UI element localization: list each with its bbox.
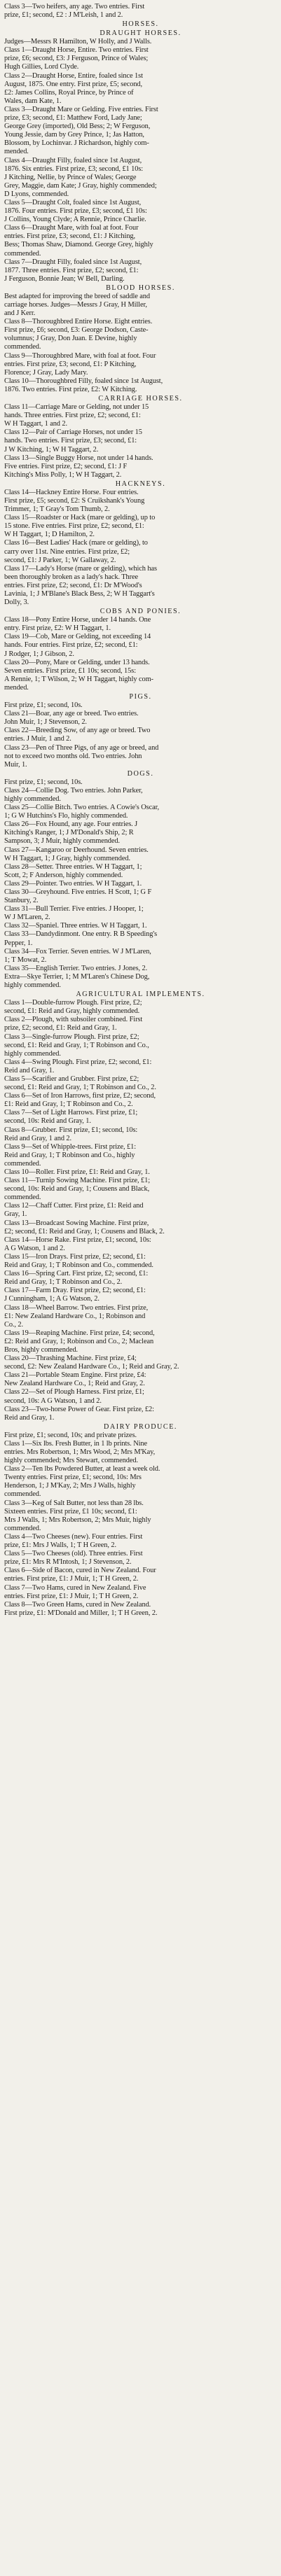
section-heading: CARRIAGE HORSES.	[98, 395, 183, 403]
text-line: second, 10s: A G Watson, 1 and 2.	[4, 1396, 102, 1405]
text-line: commended.	[4, 1159, 41, 1168]
text-line: August, 1875. One entry. First prize, £5; second,	[4, 80, 143, 88]
text-line: Class 13—Single Buggy Horse, not under 14 hands.	[4, 454, 153, 462]
text-line: Class 2—Ten lbs Powdered Butter, at least a week old.	[4, 1465, 160, 1474]
text-line: £1: New Zealand Hardware Co., 1; Robinson and	[4, 1312, 146, 1320]
text-line: Bess; Thomas Shaw, Diamond. George Grey, highly	[4, 241, 153, 249]
text-line: entries. First prize, £2; second, £1: Dr M'Wood's	[4, 581, 142, 589]
text-line: Class 7—Set of Light Harrows. First prize, £1;	[4, 1109, 138, 1117]
text-line: Class 5—Draught Colt, foaled since 1st August,	[4, 198, 142, 206]
text-line: mended.	[4, 148, 29, 156]
text-line: Class 4—Swing Plough. First prize, £2; second, £1:	[4, 1058, 152, 1066]
text-line: Class 3—Keg of Salt Butter, not less than 28 lbs.	[4, 1499, 144, 1507]
text-line: prize, £2; second, £1: Reid and Gray, 1.	[4, 1024, 117, 1032]
text-line: First prize, £1; second, 10s.	[4, 778, 83, 786]
text-line: Class 30—Greyhound. Five entries. H Scott, 1; G F	[4, 888, 152, 896]
text-line: Reid and Gray, 1.	[4, 1066, 55, 1074]
text-line: second, £1: Reid and Gray, 1; T Robinson and Co.,	[4, 1041, 149, 1049]
text-line: Class 21—Portable Steam Engine. First prize, £4:	[4, 1371, 146, 1380]
text-line: £2; second, £1: Reid and Gray, 1; Cousens and Black, 2.	[4, 1227, 165, 1236]
text-line: Class 8—Thoroughbred Entire Horse. Eight entries.	[4, 318, 153, 326]
text-line: Class 22—Breeding Sow, of any age or breed. Two	[4, 727, 151, 735]
text-line: Class 31—Bull Terrier. Five entries. J Hooper, 1;	[4, 905, 144, 913]
text-line: Class 26—Fox Hound, any age. Four entries. J	[4, 820, 138, 829]
text-line: Class 12—Pair of Carriage Horses, not under 15	[4, 428, 142, 437]
text-line: Sampson, 3; J Muir, highly commended.	[4, 837, 121, 846]
section-heading: HACKNEYS.	[115, 479, 166, 488]
text-line: Reid and Gray, 1.	[4, 1413, 55, 1422]
text-line: J Collins, Young Clyde; A Rennie, Prince Charlie.	[4, 216, 146, 224]
text-line: Class 1—Double-furrow Plough. First prize, £2;	[4, 999, 142, 1007]
text-line: Wales, dam Kate, 1.	[4, 97, 62, 105]
text-line: Young Jessie, dam by Grey Prince, 1; Jas Hatton,	[4, 131, 144, 139]
text-line: Class 8—Grubber. First prize, £1; second, 10s:	[4, 1126, 138, 1134]
text-line: Class 28—Setter. Three entries. W H Taggart, 1;	[4, 862, 142, 871]
text-line: £2: James Collins, Royal Prince, by Prince of	[4, 88, 134, 97]
text-line: Reid and Gray, 1; T Robinson and Co., commended.	[4, 1261, 153, 1270]
text-line: highly commended.	[4, 794, 61, 803]
text-line: entries. First prize, £1: J Muir, 1; T H Green, 2.	[4, 1592, 139, 1600]
text-line: Trimmer, 1; T Gray's Tom Thumb, 2.	[4, 505, 110, 514]
text-line: Class 12—Chaff Cutter. First prize, £1: Reid and	[4, 1202, 144, 1210]
text-line: carry over 11st. Nine entries. First prize, £2;	[4, 547, 130, 556]
text-line: Class 24—Collie Dog. Two entries. John Parker,	[4, 786, 143, 794]
text-line: Class 20—Thrashing Machine. First prize, £4;	[4, 1354, 137, 1363]
text-line: Class 25—Collie Bitch. Two entries. A Cowie's Oscar,	[4, 804, 160, 812]
text-line: Class 27—Kangaroo or Deerhound. Seven entries.	[4, 846, 149, 854]
section-heading: HORSES.	[122, 20, 159, 29]
text-line: prize, £1: Mrs J Walls, 1; T H Green, 2.	[4, 1541, 116, 1550]
text-line: hands. Three entries. First prize, £2; second, £1:	[4, 412, 141, 420]
text-line: 1876. Six entries. First prize, £3; second, £1 10s:	[4, 164, 144, 173]
text-line: Blossom, by Lochinvar. J Richardson, highly com-	[4, 139, 149, 148]
text-line: Class 7—Draught Filly, foaled since 1st August,	[4, 258, 142, 266]
text-line: Class 6—Side of Bacon, cured in New Zealand. Four	[4, 1567, 156, 1575]
text-line: hands. Two entries. First prize, £3; second, £1:	[4, 437, 137, 445]
text-line: Class 15—Iron Drays. First prize, £2; second, £1:	[4, 1252, 146, 1261]
text-line: Class 7—Two Hams, cured in New Zealand. Five	[4, 1583, 146, 1592]
text-line: Bros, highly commended.	[4, 1345, 78, 1354]
text-line: prize, £3; second, £1: Matthew Ford, Lady Jane;	[4, 114, 142, 122]
text-line: Class 3—Draught Mare or Gelding. Five entries. First	[4, 105, 158, 113]
text-line: Co., 2.	[4, 1320, 24, 1329]
text-line: Pepper, 1.	[4, 939, 33, 947]
text-line: Class 3—Two heifers, any age. Two entries. First	[4, 3, 145, 10]
text-line: Class 10—Thoroughbred Filly, foaled since 1st August,	[4, 377, 163, 385]
section-heading: BLOOD HORSES.	[106, 284, 175, 292]
text-line: Florence; J Gray, Lady Mary.	[4, 368, 88, 377]
text-line: J Cunningham, 1; A G Watson, 2.	[4, 1295, 100, 1303]
text-line: commended.	[4, 1194, 41, 1202]
text-line: Class 18—Wheel Barrow. Two entries. First prize,	[4, 1303, 149, 1312]
text-line: Class 6—Set of Iron Harrows, first prize, £2; second,	[4, 1092, 156, 1100]
text-line: Class 11—Carriage Mare or Gelding, not under 15	[4, 403, 149, 412]
text-line: Twenty entries. First prize, £1; second, 10s: Mrs	[4, 1474, 142, 1482]
text-line: Reid and Gray, 1 and 2.	[4, 1134, 71, 1142]
text-line: second, £2: New Zealand Hardware Co., 1; Reid and Gray, 2.	[4, 1363, 179, 1371]
text-line: prize, £6; second, £3: J Ferguson, Prince of Wales;	[4, 55, 149, 63]
text-line: W H Taggart, 1; J Gray, highly commended.	[4, 854, 130, 862]
text-line: A G Watson, 1 and 2.	[4, 1244, 65, 1252]
text-line: commended.	[4, 1490, 41, 1499]
text-line: second, £1: Reid and Gray, 1; T Robinson and Co., 2.	[4, 1084, 156, 1092]
text-line: Kitching's Ranger, 1; J M'Donald's Ship, 2; R	[4, 829, 134, 837]
text-line: carriage horses. Judges—Messrs J Gray, H Miller,	[4, 301, 147, 309]
text-line: Five entries. First prize, £2; second, £1: J F	[4, 462, 128, 470]
text-line: Best adapted for improving the breed of saddle and	[4, 292, 150, 300]
text-line: highly commended.	[4, 1049, 61, 1058]
text-line: First prize, £1; second, 10s; and private prizes.	[4, 1431, 137, 1439]
text-line: Class 17—Lady's Horse (mare or gelding), which has	[4, 564, 157, 573]
text-line: Class 21—Boar, any age or breed. Two entries.	[4, 710, 139, 718]
text-line: Sixteen entries. First prize, £1 10s; second, £1:	[4, 1507, 137, 1516]
text-line: Class 19—Cob, Mare or Gelding, not exceeding 14	[4, 633, 151, 641]
text-line: second, £1: Reid and Gray, highly commended.	[4, 1007, 140, 1016]
text-line: Muir, 1.	[4, 760, 27, 769]
text-line: volumnus; J Gray, Don Juan. E Devine, highly	[4, 335, 137, 343]
text-line: Scott, 2; F Anderson, highly commended.	[4, 871, 123, 879]
text-line: Class 2—Plough, with subsoiler combined. First	[4, 1016, 143, 1024]
text-line: 15 stone. Five entries. First prize, £2; second, £1:	[4, 522, 144, 531]
text-line: D Lyons, commended.	[4, 190, 69, 198]
text-line: hands. Four entries. First prize, £2; second, £1:	[4, 641, 138, 650]
text-line: Class 17—Farm Dray. First prize, £2; second, £1:	[4, 1287, 146, 1295]
text-line: Class 32—Spaniel. Three entries. W H Taggart, 1.	[4, 922, 147, 930]
text-line: Class 9—Thoroughbred Mare, with foal at foot. Four	[4, 351, 156, 360]
text-line: George Grey (imported), Old Bess; 2; W Ferguson,	[4, 122, 151, 131]
text-line: entry. First prize, £2: W H Taggart, 1.	[4, 624, 111, 633]
text-line: commended.	[4, 1524, 41, 1532]
text-line: Class 19—Reaping Machine. First prize, £4; second,	[4, 1329, 155, 1337]
text-line: Class 34—Fox Terrier. Seven entries. W J M'Laren,	[4, 947, 151, 955]
text-line: Class 23—Pen of Three Pigs, of any age or breed, and	[4, 743, 159, 752]
text-line: Seven entries. First prize, £1 10s; second, 15s:	[4, 666, 136, 675]
text-line: W H Taggart, 1 and 2.	[4, 420, 67, 428]
text-line: Class 13—Broadcast Sowing Machine. First prize,	[4, 1219, 149, 1227]
text-line: 1876. Four entries. First prize, £3; second, £1 10s:	[4, 207, 147, 216]
section-heading: DOGS.	[127, 769, 154, 778]
text-line: Lavinia, 1; J M'Blane's Black Bess, 2; W H Taggart's	[4, 590, 155, 598]
text-line: Class 23—Two-horse Power of Gear. First prize, £2:	[4, 1405, 154, 1413]
text-line: J Kitching, Nellie, by Prince of Wales; George	[4, 173, 137, 181]
text-line: 1; T Mowat, 2.	[4, 955, 47, 964]
text-line: Kitching's Miss Polly, 1; W H Taggart, 2.	[4, 470, 122, 479]
text-line: Class 16—Spring Cart. First prize, £2; second, £1:	[4, 1270, 149, 1278]
text-line: not to exceed two months old. Two entries. John	[4, 752, 142, 760]
text-line: Class 33—Dandydinmont. One entry. R B Speeding's	[4, 930, 158, 939]
text-line: W J M'Laren, 2.	[4, 913, 50, 922]
text-line: Class 35—English Terrier. Two entries. J Jones, 2.	[4, 964, 148, 972]
text-line: been thoroughly broken as a lady's hack. Three	[4, 573, 138, 581]
text-line: Extra—Skye Terrier, 1; M M'Laren's Chinese Dog,	[4, 972, 150, 981]
text-line: J Ferguson, Bonnie Jean; W Bell, Darling.	[4, 274, 125, 283]
text-line: Class 2—Draught Horse, Entire, foaled since 1st	[4, 71, 143, 80]
text-line: Grey, Maggie, dam Kate; J Gray, highly commended;	[4, 181, 157, 190]
text-line: commended.	[4, 343, 41, 351]
text-line: prize, £1; second, £2 : J M'Leish, 1 and 2.	[4, 11, 123, 20]
text-line: 1; G W Hutchins's Flo, highly commended.	[4, 812, 128, 820]
text-line: W H Taggart, 1; D Hamilton, 2.	[4, 531, 95, 539]
text-line: Class 1—Draught Horse, Entire. Two entries. First	[4, 46, 149, 55]
text-line: John Muir, 1; J Stevenson, 2.	[4, 718, 87, 727]
text-line: Class 18—Pony Entire Horse, under 14 hands. One	[4, 616, 151, 624]
text-line: and J Kerr.	[4, 309, 36, 318]
text-line: £1: Reid and Gray, 1; T Robinson and Co., 2.	[4, 1100, 133, 1109]
text-line: entries. First prize, £3; second, £1: J Kitching,	[4, 232, 136, 241]
text-line: Stanbury, 2.	[4, 897, 39, 905]
text-line: Reid and Gray, 1; T Robinson and Co., 2.	[4, 1278, 123, 1287]
newspaper-column	[4, 3, 277, 2570]
text-line: Class 4—Draught Filly, foaled since 1st August,	[4, 156, 142, 164]
text-line: Class 14—Hackney Entire Horse. Four entries.	[4, 488, 139, 496]
section-heading: COBS AND PONIES.	[100, 608, 181, 616]
text-line: commended.	[4, 249, 41, 258]
text-line: entries. First prize, £3; second, £1: P Kitching,	[4, 360, 137, 368]
text-line: 1877. Three entries. First prize, £2; second, £1:	[4, 266, 139, 274]
text-line: second, 10s: Reid and Gray, 1; Cousens and Black,	[4, 1185, 150, 1194]
text-line: Class 6—Draught Mare, with foal at foot. Four	[4, 224, 139, 232]
text-line: Mrs J Walls, 1; Mrs Robertson, 2; Mrs Muir, highly	[4, 1516, 151, 1524]
text-line: 1876. Two entries. First prize, £2: W Kitching.	[4, 385, 137, 393]
text-line: Class 15—Roadster or Hack (mare or gelding), up to	[4, 514, 156, 522]
text-line: First prize, £6; second, £3: George Dodson, Caste-	[4, 326, 149, 335]
text-line: Class 3—Single-furrow Plough. First prize, £2;	[4, 1032, 139, 1041]
text-line: Dolly, 3.	[4, 598, 29, 607]
text-line: J Rodger, 1; J Gibson, 2.	[4, 650, 74, 658]
text-line: £2: Reid and Gray, 1; Robinson and Co., 2; Maclean	[4, 1337, 154, 1345]
text-line: First prize, £1; second, 10s.	[4, 701, 83, 710]
text-line: entries. First prize, £1: J Muir, 1; T H Green, 2.	[4, 1575, 139, 1583]
section-heading: AGRICULTURAL IMPLEMENTS.	[76, 990, 205, 999]
text-line: Class 8—Two Green Hams, cured in New Zealand.	[4, 1600, 151, 1609]
text-line: New Zealand Hardware Co., 1; Reid and Gray, 2.	[4, 1380, 145, 1388]
text-line: J W Kitching, 1; W H Taggart, 2.	[4, 445, 99, 454]
text-line: Class 11—Turnip Sowing Machine. First prize, £1;	[4, 1177, 151, 1185]
text-line: First prize, £1: M'Donald and Miller, 1; T H Green, 2.	[4, 1609, 158, 1617]
section-heading: PIGS.	[129, 693, 152, 701]
text-line: highly commended; Mrs Stewart, commended.	[4, 1457, 138, 1465]
text-line: Class 22—Set of Plough Harness. First prize, £1;	[4, 1388, 144, 1396]
text-line: First prize, £5; second, £2: S Cruikshank's Young	[4, 496, 145, 505]
text-line: Class 20—Pony, Mare or Gelding, under 13 hands.	[4, 658, 150, 666]
text-line: Class 14—Horse Rake. First prize, £1; second, 10s:	[4, 1236, 151, 1244]
text-line: A Rennie, 1; T Wilson, 2; W H Taggart, highly com-	[4, 675, 153, 683]
text-line: Class 9—Set of Whipple-trees. First prize, £1:	[4, 1142, 136, 1151]
text-line: Class 10—Roller. First prize, £1: Reid and Gray, 1.	[4, 1168, 150, 1176]
text-line: entries. J Muir, 1 and 2.	[4, 735, 71, 743]
text-line: Class 5—Scarifier and Grubber. First prize, £2;	[4, 1074, 139, 1083]
text-line: second, £1: J Parker, 1; W Gallaway, 2.	[4, 556, 116, 564]
text-line: entries. Mrs Robertson, 1; Mrs Wood, 2; Mrs M'Kay,	[4, 1448, 156, 1456]
text-line: Class 29—Pointer. Two entries. W H Taggart, 1.	[4, 879, 142, 888]
text-line: mended.	[4, 683, 29, 692]
text-line: Class 5—Two Cheeses (old). Three entries. First	[4, 1550, 143, 1558]
text-line: Class 16—Best Ladies' Hack (mare or gelding), to	[4, 539, 148, 547]
text-line: Class 1—Six lbs. Fresh Butter, in 1 lb prints. Nine	[4, 1439, 148, 1448]
section-heading: DAIRY PRODUCE.	[104, 1422, 177, 1431]
text-line: second, 10s: Reid and Gray, 1.	[4, 1117, 91, 1126]
text-line: Gray, 1.	[4, 1210, 27, 1219]
text-line: Henderson, 1; J M'Kay, 2; Mrs J Walls, highly	[4, 1482, 136, 1490]
text-line: Hugh Gillies, Lord Clyde.	[4, 63, 79, 71]
text-line: Class 4—Two Cheeses (new). Four entries. First	[4, 1532, 143, 1541]
text-line: prize, £1: Mrs R M'Intosh, 1; J Stevenson, 2.	[4, 1558, 132, 1567]
text-line: Judges—Messrs R Hamilton, W Holly, and J Walls.	[4, 38, 152, 46]
text-line: highly commended.	[4, 981, 61, 990]
section-heading: DRAUGHT HORSES.	[100, 29, 181, 38]
text-line: Reid and Gray, 1; T Robinson and Co., highly	[4, 1151, 135, 1159]
